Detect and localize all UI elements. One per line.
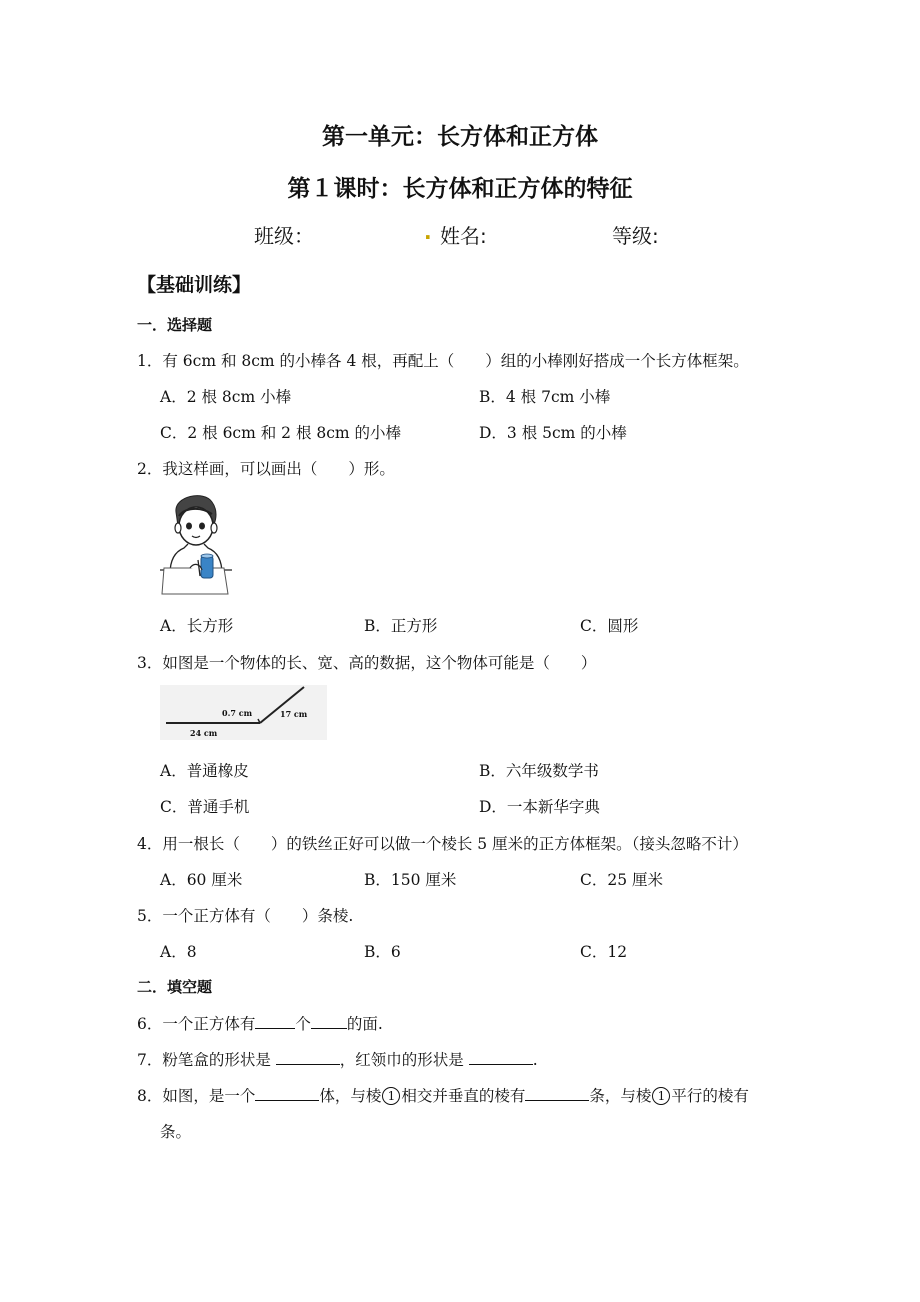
question-2: 2．我这样画，可以画出（ ）形。: [137, 460, 395, 478]
q8-text-2: 体，与棱: [319, 1087, 382, 1105]
question-6: [137, 1012, 383, 1034]
q7-text-3: .: [532, 1051, 538, 1069]
question-3: 3．如图是一个物体的长、宽、高的数据，这个物体可能是（ ）: [137, 654, 597, 672]
width-label: 0.7 cm: [222, 708, 253, 718]
q6-text-2: 个: [295, 1015, 311, 1033]
grade-label: 等级:: [612, 224, 659, 248]
q1-option-b: B．4 根 7cm 小棒: [479, 388, 611, 406]
q6-blank-1[interactable]: [255, 1013, 295, 1030]
q8-text-4: 条，与棱: [589, 1087, 652, 1105]
question-1: 1．有 6cm 和 8cm 的小棒各 4 根，再配上（ ）组的小棒刚好搭成一个长方体框架。: [137, 352, 749, 370]
q2-option-a: A．长方形: [160, 617, 234, 635]
q8-blank-1[interactable]: [255, 1085, 319, 1102]
q6-text-3: 的面.: [346, 1015, 383, 1033]
q2-option-b: B．正方形: [364, 617, 438, 635]
q8-text-5: 平行的棱有: [671, 1087, 749, 1105]
part1-title: 一．选择题: [137, 316, 213, 334]
q4-option-a: A．60 厘米: [160, 871, 243, 889]
q8-blank-2[interactable]: [525, 1085, 589, 1102]
q7-text-1: 7．粉笔盒的形状是: [137, 1051, 276, 1069]
q7-blank-1[interactable]: [276, 1049, 340, 1066]
section-title: 【基础训练】: [137, 274, 252, 296]
q5-option-b: B．6: [364, 943, 401, 961]
q7-blank-2[interactable]: [469, 1049, 533, 1066]
q5-option-a: A．8: [160, 943, 197, 961]
page-title: 第一单元：长方体和正方体: [322, 124, 598, 150]
q4-option-b: B．150 厘米: [364, 871, 457, 889]
q1-option-c: C．2 根 6cm 和 2 根 8cm 的小棒: [160, 424, 402, 442]
q1-option-d: D．3 根 5cm 的小棒: [479, 424, 627, 442]
q1-option-a: A．2 根 8cm 小棒: [160, 388, 292, 406]
child-drawing-illustration: [160, 490, 232, 598]
edge-1-circled-number: 1: [382, 1087, 400, 1105]
q5-option-c: C．12: [580, 943, 628, 961]
decorative-dot: .: [424, 220, 432, 244]
name-label: 姓名:: [440, 224, 487, 248]
height-label: 17 cm: [280, 709, 308, 719]
edge-1-circled-number-2: 1: [652, 1087, 670, 1105]
question-8-line-2: 条。: [160, 1123, 192, 1141]
q3-option-b: B．六年级数学书: [479, 762, 599, 780]
q7-text-2: ，红领巾的形状是: [339, 1051, 469, 1069]
q6-blank-2[interactable]: [311, 1013, 347, 1030]
dimension-figure: [160, 685, 327, 740]
part2-title: 二．填空题: [137, 978, 213, 996]
q3-option-a: A．普通橡皮: [160, 762, 249, 780]
length-label: 24 cm: [190, 728, 218, 738]
question-8: [137, 1084, 749, 1106]
question-7: [137, 1048, 538, 1070]
question-5: 5．一个正方体有（ ）条棱.: [137, 907, 354, 925]
q2-option-c: C．圆形: [580, 617, 639, 635]
q4-option-c: C．25 厘米: [580, 871, 664, 889]
q3-option-d: D．一本新华字典: [479, 798, 600, 816]
page-subtitle: 第１课时：长方体和正方体的特征: [287, 176, 633, 202]
class-label: 班级：: [254, 224, 314, 248]
q8-text-1: 8．如图，是一个: [137, 1087, 256, 1105]
q3-option-c: C．普通手机: [160, 798, 250, 816]
question-4: 4．用一根长（ ）的铁丝正好可以做一个棱长 5 厘米的正方体框架。（接头忽略不计）: [137, 835, 748, 853]
q6-text-1: 6．一个正方体有: [137, 1015, 256, 1033]
q8-text-3: 相交并垂直的棱有: [401, 1087, 526, 1105]
